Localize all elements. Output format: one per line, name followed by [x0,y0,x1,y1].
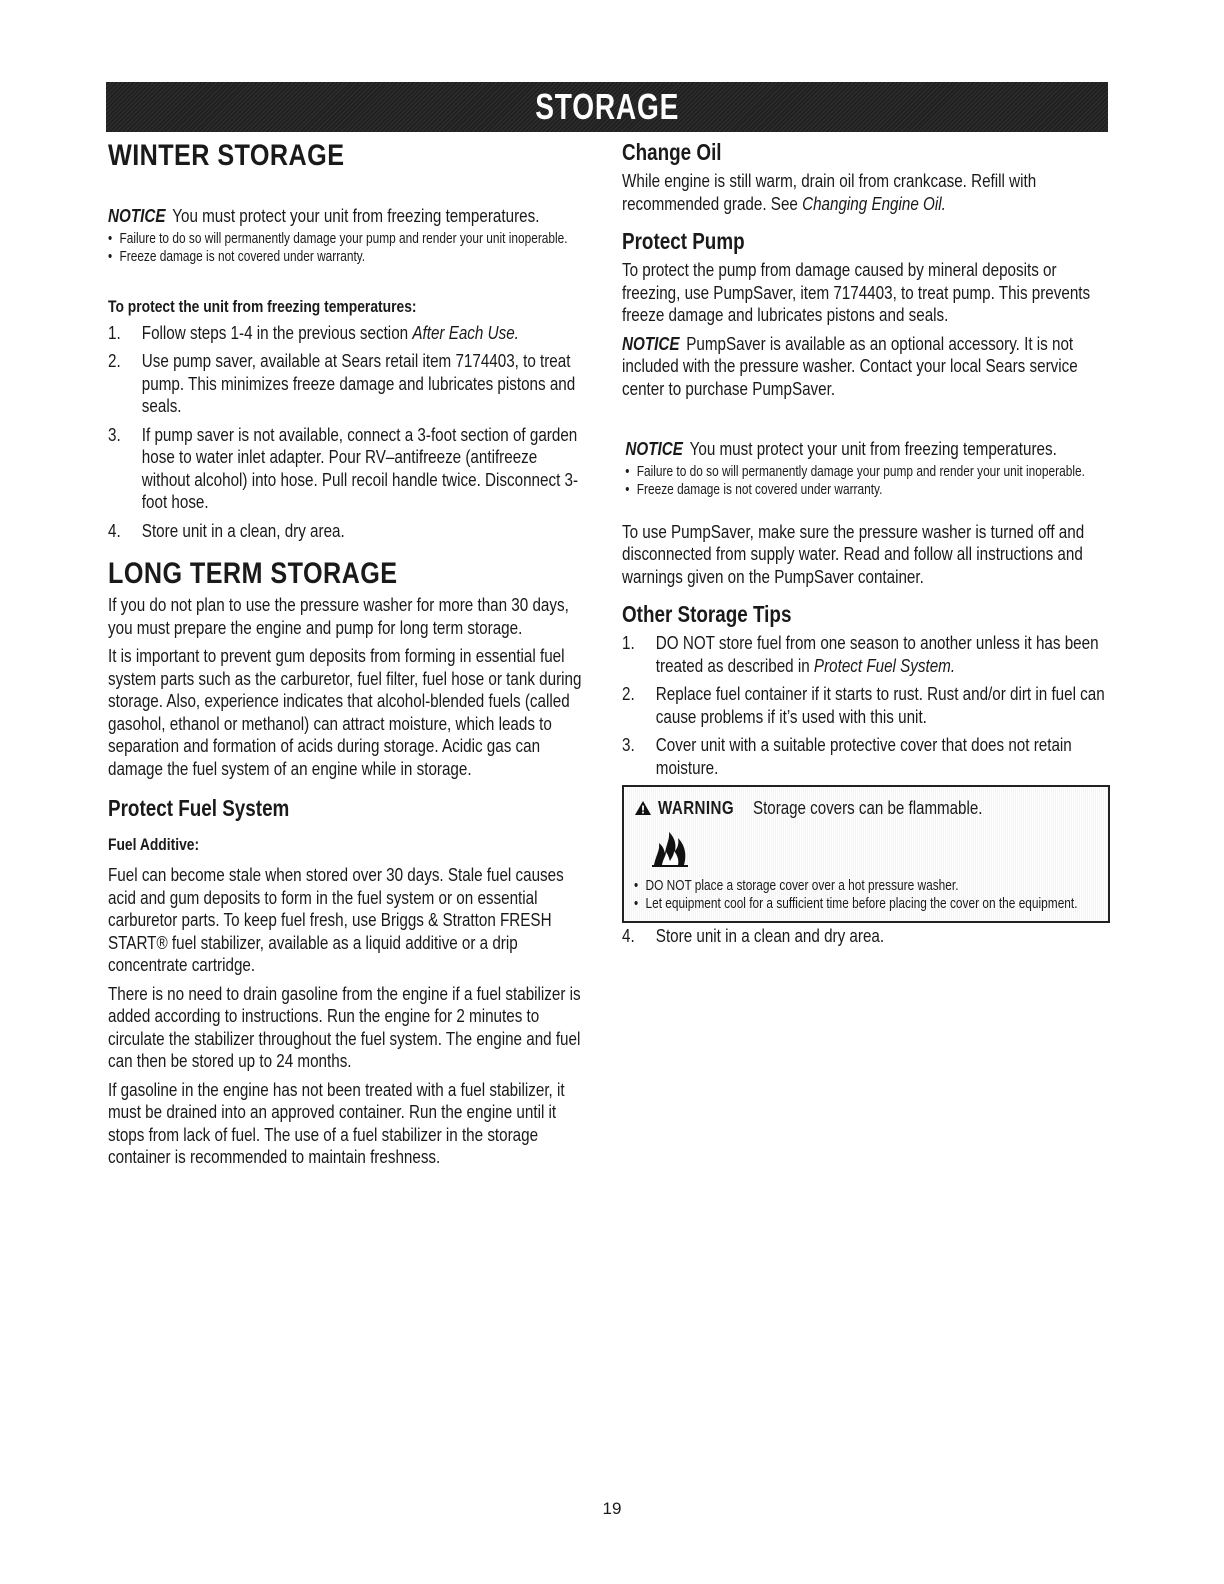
fuel-additive-paragraph-3: If gasoline in the engine has not been treated with a fuel stabilizer, it must be drained into an approved container. Run the engine until it stops from lack of fuel. The use of a fuel stabilizer in the storage container is recommended to maintain freshness. [108,1079,565,1167]
freeze-notice [622,438,1112,461]
change-oil-text [622,170,1109,215]
notice-text: PumpSaver is available as an optional accessory. It is not included with the pressure washer. Contact your local Sears service center to purchase PumpSaver. [622,333,1078,399]
step-number: 3. [108,424,121,445]
change-oil-heading: Change Oil [622,139,722,165]
step-text: Replace fuel container if it starts to rust. Rust and/or dirt in fuel can cause problems if it’s used with this unit. [655,684,1105,727]
step-number: 4. [108,520,121,541]
warning-text: Storage covers can be flammable. [752,797,982,818]
other-tips-steps [622,632,1109,779]
protect-fuel-system-heading: Protect Fuel System [108,795,290,821]
list-item [108,322,589,345]
notice-label: NOTICE [108,206,166,226]
notice-text: You must protect your unit from freezing temperatures. [172,206,540,226]
step-number: 1. [108,322,121,343]
list-item [622,925,1109,948]
page-number: 19 [602,1499,622,1518]
warning-box [622,785,1110,923]
notice-text: You must protect your unit from freezing temperatures. [689,439,1057,459]
step-text: If pump saver is not available, connect a 3-foot section of garden hose to water inlet adapter. Pour RV–antifreeze (antifreeze without alcohol) into hose. Pull recoil handle twice. Disconnect 3-foot hose. [141,424,579,512]
banner-title: STORAGE [535,86,679,127]
step-text: Store unit in a clean, dry area. [141,520,345,541]
fire-hazard-icon [650,829,690,869]
protect-pump-heading: Protect Pump [622,228,745,254]
other-storage-tips-heading: Other Storage Tips [622,601,792,627]
list-item [108,520,589,543]
warning-triangle-icon [634,800,652,816]
step-text: Use pump saver, available at Sears retail item 7174403, to treat pump. This minimizes freeze damage and lubricates pistons and seals. [141,351,576,416]
step-number: 1. [622,633,635,653]
left-column [108,138,590,1169]
section-banner [106,82,1108,132]
long-term-paragraph-1: If you do not plan to use the pressure washer for more than 30 days, you must prepare the engine and pump for long term storage. [108,595,569,638]
protect-freezing-heading: To protect the unit from freezing temperatures: [108,297,417,316]
list-item: • Let equipment cool for a sufficient time before placing the cover on the equipment. [634,895,1106,913]
step-text: Cover unit with a suitable protective cover that does not retain moisture. [655,735,1072,778]
right-column [622,138,1110,954]
notice-label: NOTICE [622,333,680,354]
notice-label: NOTICE [625,439,683,459]
list-item [622,734,1109,779]
long-term-storage-heading: LONG TERM STORAGE [108,557,398,590]
step-number: 3. [622,735,635,755]
winter-storage-heading: WINTER STORAGE [108,139,345,172]
freeze-notice-bullets [622,463,1113,499]
step-text: DO NOT store fuel from one season to another unless it has been treated as described in [655,633,1099,676]
list-item: • DO NOT place a storage cover over a hot pressure washer. [634,877,1106,895]
list-item: • Failure to do so will permanently damage your pump and render your unit inoperable. [108,230,590,248]
step-number: 4. [622,926,635,946]
warning-label: WARNING [658,797,735,818]
step-reference: After Each Use. [412,322,519,343]
list-item [108,350,589,418]
step-text: Store unit in a clean and dry area. [655,926,885,946]
pumpsaver-usage-text: To use PumpSaver, make sure the pressure washer is turned off and disconnected from supply water. Read and follow all instructions and warnings given on the PumpSaver container. [622,521,1085,587]
list-item [108,424,589,514]
winter-steps [108,322,589,543]
fuel-additive-heading: Fuel Additive: [108,836,200,854]
step-number: 2. [108,351,121,371]
step-reference: Protect Fuel System. [813,655,956,676]
step-number: 2. [622,684,635,704]
list-item: • Freeze damage is not covered under warranty. [108,248,590,266]
pumpsaver-notice [622,333,1109,401]
list-item [622,683,1109,728]
winter-notice [108,205,589,228]
other-tips-final-step [622,925,1109,948]
warning-bullets [634,877,1106,913]
fuel-additive-paragraph-2: There is no need to drain gasoline from the engine if a fuel stabilizer is added according to instructions. Run the engine for 2 minutes to circulate the stabilizer throughout the fuel system. The engine and fuel can then be stored up to 24 months. [108,983,581,1071]
change-oil-body: While engine is still warm, drain oil from crankcase. Refill with recommended grade. See [622,171,1037,214]
fuel-additive-paragraph-1: Fuel can become stale when stored over 30 days. Stale fuel causes acid and gum deposits to form in the fuel system or on essential carburetor parts. To keep fuel fresh, use Briggs & Stratton FRESH START® fuel stabilizer, available as a liquid additive or a drip concentrate cartridge. [108,865,564,975]
step-text: Follow steps 1-4 in the previous section [141,322,409,343]
protect-pump-text: To protect the pump from damage caused by mineral deposits or freezing, use PumpSaver, item 7174403, to treat pump. This prevents freeze damage and lubricates pistons and seals. [622,260,1091,325]
winter-notice-bullets [108,230,590,266]
list-item: • Failure to do so will permanently damage your pump and render your unit inoperable. [625,463,1113,481]
warning-header [634,793,1098,823]
list-item [622,632,1109,677]
long-term-paragraph-2: It is important to prevent gum deposits from forming in essential fuel system parts such as the carburetor, fuel filter, fuel hose or tank during storage. Also, experience indicates that alcohol-blended fuels (called gasohol, ethanol or methanol) can attract moisture, which leads to separation and formation of acids during storage. Acidic gas can damage the fuel system of an engine while in storage. [108,646,582,779]
list-item: • Freeze damage is not covered under warranty. [625,481,1113,499]
change-oil-reference: Changing Engine Oil. [802,193,946,214]
